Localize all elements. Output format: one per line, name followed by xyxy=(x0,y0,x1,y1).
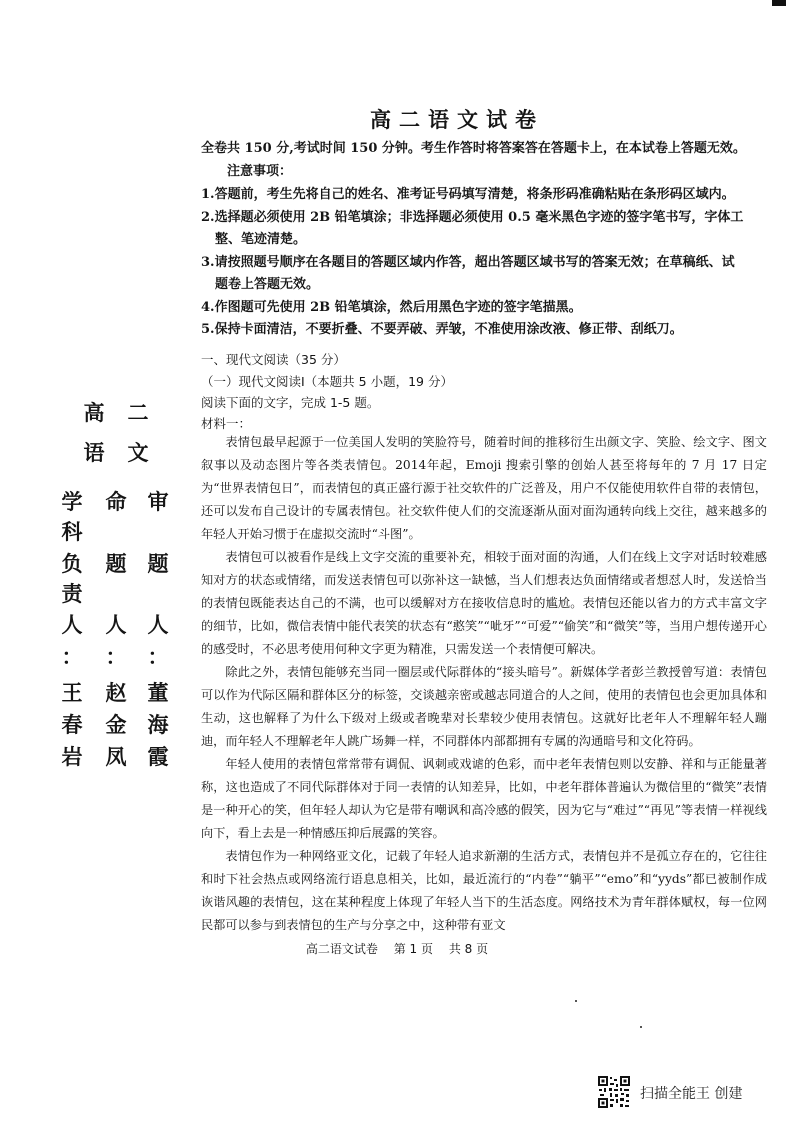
sidebar-subject-char: 语 xyxy=(83,440,105,465)
sidebar-grade-char: 二 xyxy=(127,400,149,425)
sidebar-role-char: 题 xyxy=(147,551,169,576)
scan-speck xyxy=(640,1026,642,1028)
scanner-watermark: 扫描全能王 创建 xyxy=(640,1086,743,1102)
reading-passage xyxy=(201,431,767,937)
sidebar-role-char: 人 xyxy=(105,612,127,637)
exam-intro: 全卷共 150 分,考试时间 150 分钟。考生作答时将答案答在答题卡上，在本试卷上答题无效。 xyxy=(201,141,746,156)
passage-paragraph: 除此之外，表情包能够充当同一圈层或代际群体的“接头暗号”。新媒体学者彭兰教授曾写道：表情包可以作为代际区隔和群体区分的标签，交谈越亲密或越志同道合的人之间，使用的表情包也会更加具体和生动，这也解释了为什么下级对上级或者晚辈对长辈较少使用表情包。这就好比老年人不理解年轻人蹦迪，而年轻人不理解老年人跳广场舞一样，不同群体内部都拥有专属的沟通暗号和文化符码。 xyxy=(201,665,767,748)
sidebar-person-char: 金 xyxy=(105,712,127,737)
footer-page-number: 第 1 页 xyxy=(393,942,433,956)
sidebar-role-char: 题 xyxy=(105,551,127,576)
exam-title: 高二语文试卷 xyxy=(370,108,544,132)
passage-paragraph: 表情包作为一种网络亚文化，记载了年轻人追求新潮的生活方式，表情包并不是孤立存在的，它往往和时下社会热点或网络流行语息息相关，比如，最近流行的“内卷”“躺平”“emo”和“yyds”都已被制作成诙谐风趣的表情包，这在某种程度上体现了年轻人当下的生活态度。网络技术为青年群体赋权，每一位网民都可以参与到表情包的生产与分享之中，这种带有亚文 xyxy=(201,849,767,932)
sidebar-role-char: 命 xyxy=(105,489,127,514)
notice-line: 1.答题前，考生先将自己的姓名、准考证号码填写清楚，将条形码准确粘贴在条形码区域内。 xyxy=(201,187,735,202)
sidebar-person-char: 董 xyxy=(147,680,169,705)
section-instruction: 阅读下面的文字，完成 1-5 题。 xyxy=(201,395,380,410)
sidebar-person-char: 赵 xyxy=(105,680,127,705)
sidebar-colon: ： xyxy=(147,644,169,669)
sidebar-role-char: 学 xyxy=(61,489,83,514)
scan-speck xyxy=(575,1000,577,1002)
sidebar-colon: ： xyxy=(61,644,83,669)
notice-line: 4.作图题可先使用 2B 铅笔填涂，然后用黑色字迹的签字笔描黑。 xyxy=(201,300,582,315)
sidebar-subject-char: 文 xyxy=(127,440,149,465)
page-footer xyxy=(0,940,794,957)
footer-exam-name: 高二语文试卷 xyxy=(305,942,378,956)
sidebar-role-char: 负 xyxy=(61,551,83,576)
section-heading: 一、现代文阅读（35 分） xyxy=(201,352,346,367)
sidebar-person-char: 春 xyxy=(61,712,83,737)
sidebar-person-char: 霞 xyxy=(147,744,169,769)
sidebar-role-char: 人 xyxy=(61,612,83,637)
sidebar-colon: ： xyxy=(105,644,127,669)
passage-paragraph: 表情包可以被看作是线上文字交流的重要补充，相较于面对面的沟通，人们在线上文字对话时较难感知对方的状态或情绪，而发送表情包可以弥补这一缺憾，当人们想表达负面情绪或者想怼人时，发送恰当的表情包既能表达自己的不满，也可以缓解对方在接收信息时的尴尬。表情包还能以省力的方式丰富文字的细节，比如，微信表情中能代表笑的状态有“憨笑”“呲牙”“可爱”“偷笑”和“微笑”等，当用户想传递开心的感受时，不必思考使用何种文字更为精准，只需发送一个表情便可解决。 xyxy=(201,550,767,656)
sidebar-grade-char: 高 xyxy=(83,400,105,425)
sidebar-person-char: 海 xyxy=(147,712,169,737)
sidebar-person-char: 岩 xyxy=(61,744,83,769)
notice-line: 3.请按照题号顺序在各题目的答题区域内作答，超出答题区域书写的答案无效；在草稿纸、试 xyxy=(201,255,735,270)
material-label: 材料一： xyxy=(201,416,252,431)
notice-line: 2.选择题必须使用 2B 铅笔填涂；非选择题必须使用 0.5 毫米黑色字迹的签字笔书写，字体工 xyxy=(201,210,744,225)
notice-line: 5.保持卡面清洁，不要折叠、不要弄破、弄皱，不准使用涂改液、修正带、刮纸刀。 xyxy=(201,322,683,337)
footer-total-pages: 共 8 页 xyxy=(448,942,489,956)
notice-line: 题卷上答题无效。 xyxy=(215,277,320,292)
sidebar-person-char: 凤 xyxy=(105,744,127,769)
notice-line: 整、笔迹清楚。 xyxy=(215,232,307,247)
sidebar-person-char: 王 xyxy=(61,680,83,705)
corner-mark xyxy=(772,0,786,6)
notice-heading: 注意事项： xyxy=(227,164,293,179)
sidebar-role-char: 科 xyxy=(61,519,83,544)
passage-paragraph: 表情包最早起源于一位美国人发明的笑脸符号，随着时间的推移衍生出颜文字、笑脸、绘文字、图文叙事以及动态图片等各类表情包。2014年起，Emoji 搜索引擎的创始人甚至将每年的 7 月 17 日定为“世界表情包日”，而表情包的真正盛行源于社交软件的广泛普及，用户不仅能使用软件自带的表情包，还可以发布自己设计的专属表情包。社交软件使人们的交流逐渐从面对面沟通转向线上交往，越来越多的年轻人开始习惯于在虚拟交流时“斗图”。 xyxy=(201,435,767,541)
sidebar-role-char: 审 xyxy=(147,489,169,514)
section-sub-heading: （一）现代文阅读Ⅰ（本题共 5 小题，19 分） xyxy=(201,374,453,389)
sidebar-role-char: 责 xyxy=(61,581,83,606)
qr-code-icon xyxy=(597,1075,631,1109)
sidebar-role-char: 人 xyxy=(147,612,169,637)
passage-paragraph: 年轻人使用的表情包常常带有调侃、讽刺或戏谑的色彩，而中老年表情包则以安静、祥和与正能量著称，这也造成了不同代际群体对于同一表情的认知差异，比如，中老年群体普遍认为微信里的“微笑”表情是一种开心的笑，但年轻人却认为它是带有嘲讽和高冷感的假笑，因为它与“难过”“再见”等表情一样视线向下，看上去是一种情感压抑后展露的笑容。 xyxy=(201,757,767,840)
